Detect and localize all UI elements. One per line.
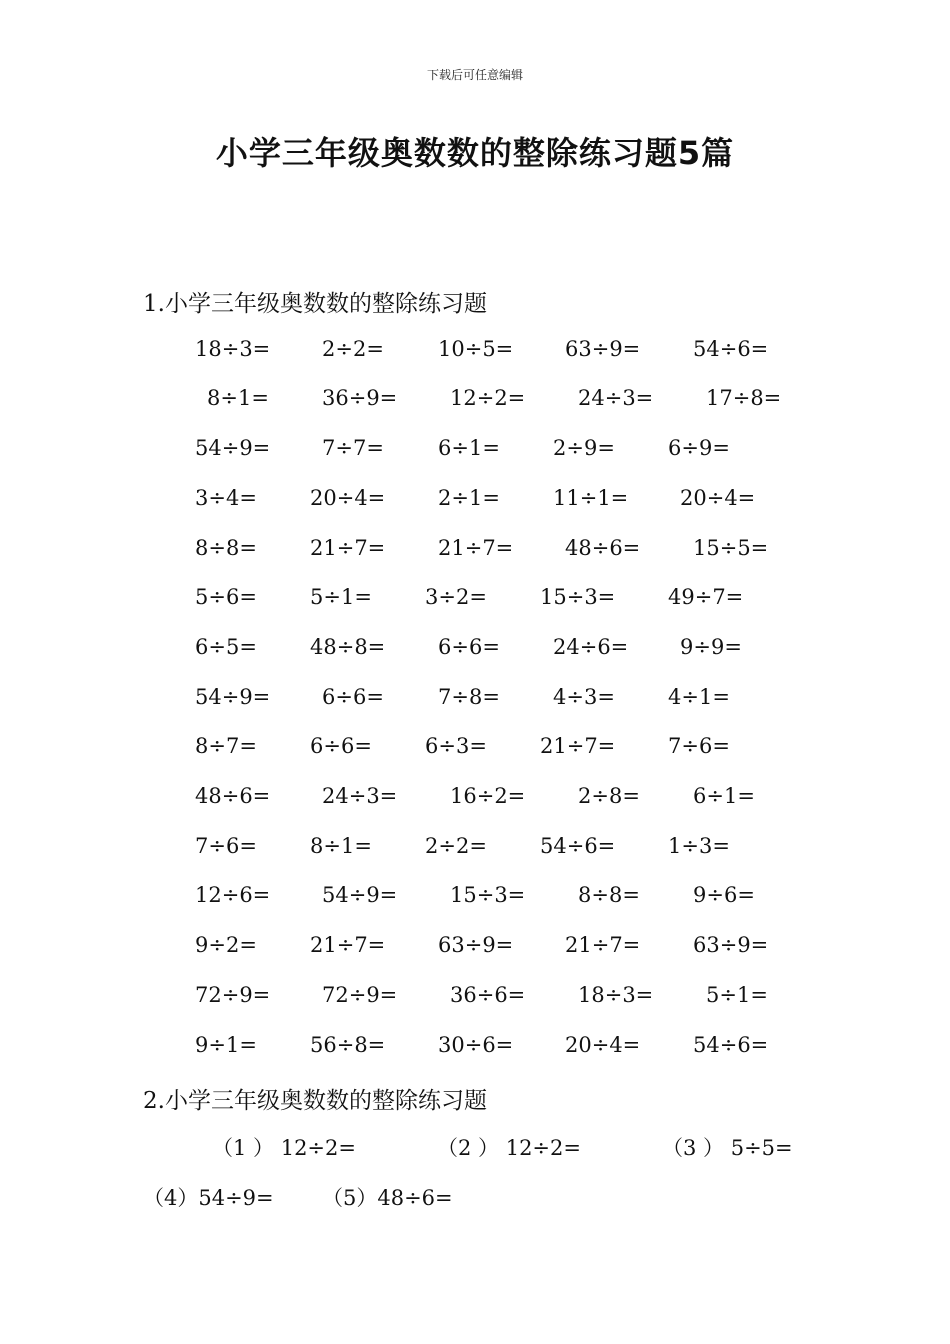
division-problem: 11÷1= <box>553 486 629 510</box>
numbered-problem: （2 ） 12÷2= <box>437 1136 581 1160</box>
division-problem: 5÷6= <box>195 585 257 609</box>
division-problem: 9÷1= <box>195 1033 257 1057</box>
division-problem: 1÷3= <box>668 834 730 858</box>
division-problem: 6÷9= <box>668 436 730 460</box>
division-problem: 20÷4= <box>680 486 756 510</box>
division-problem: 8÷1= <box>310 834 372 858</box>
division-problem: 8÷8= <box>578 883 640 907</box>
division-problem: 21÷7= <box>438 536 514 560</box>
division-problem: 20÷4= <box>565 1033 641 1057</box>
division-problem: 3÷2= <box>425 585 487 609</box>
division-problem: 4÷3= <box>553 685 615 709</box>
division-problem: 4÷1= <box>668 685 730 709</box>
section1-heading: 1.小学三年级奥数数的整除练习题 <box>143 291 487 317</box>
division-problem: 8÷1= <box>207 386 269 410</box>
division-problem: 2÷2= <box>425 834 487 858</box>
division-problem: 2÷9= <box>553 436 615 460</box>
section2-heading: 2.小学三年级奥数数的整除练习题 <box>143 1088 487 1114</box>
division-problem: 2÷2= <box>322 337 384 361</box>
division-problem: 15÷3= <box>450 883 526 907</box>
division-problem: 36÷6= <box>450 983 526 1007</box>
division-problem: 15÷5= <box>693 536 769 560</box>
division-problem: 6÷3= <box>425 734 487 758</box>
division-problem: 7÷8= <box>438 685 500 709</box>
division-problem: 17÷8= <box>706 386 782 410</box>
document-title: 小学三年级奥数数的整除练习题5篇 <box>215 134 735 172</box>
division-problem: 6÷6= <box>438 635 500 659</box>
division-problem: 72÷9= <box>322 983 398 1007</box>
division-problem: 24÷6= <box>553 635 629 659</box>
division-problem: 2÷1= <box>438 486 500 510</box>
division-problem: 54÷6= <box>693 1033 769 1057</box>
division-problem: 56÷8= <box>310 1033 386 1057</box>
division-problem: 63÷9= <box>438 933 514 957</box>
division-problem: 9÷9= <box>680 635 742 659</box>
division-problem: 21÷7= <box>310 933 386 957</box>
division-problem: 2÷8= <box>578 784 640 808</box>
numbered-problem: （4）54÷9= <box>143 1186 274 1210</box>
division-problem: 54÷9= <box>195 685 271 709</box>
division-problem: 6÷5= <box>195 635 257 659</box>
division-problem: 7÷7= <box>322 436 384 460</box>
division-problem: 16÷2= <box>450 784 526 808</box>
division-problem: 7÷6= <box>195 834 257 858</box>
header-note: 下载后可任意编辑 <box>426 68 523 82</box>
division-problem: 6÷1= <box>693 784 755 808</box>
division-problem: 63÷9= <box>693 933 769 957</box>
division-problem: 54÷9= <box>322 883 398 907</box>
division-problem: 24÷3= <box>322 784 398 808</box>
division-problem: 48÷6= <box>195 784 271 808</box>
division-problem: 5÷1= <box>706 983 768 1007</box>
numbered-problem: （1 ） 12÷2= <box>212 1136 356 1160</box>
division-problem: 18÷3= <box>195 337 271 361</box>
numbered-problem: （3 ） 5÷5= <box>662 1136 793 1160</box>
division-problem: 8÷7= <box>195 734 257 758</box>
division-problem: 54÷6= <box>693 337 769 361</box>
division-problem: 5÷1= <box>310 585 372 609</box>
division-problem: 24÷3= <box>578 386 654 410</box>
division-problem: 6÷6= <box>322 685 384 709</box>
division-problem: 30÷6= <box>438 1033 514 1057</box>
division-problem: 36÷9= <box>322 386 398 410</box>
division-problem: 18÷3= <box>578 983 654 1007</box>
division-problem: 21÷7= <box>540 734 616 758</box>
division-problem: 6÷1= <box>438 436 500 460</box>
division-problem: 54÷6= <box>540 834 616 858</box>
division-problem: 21÷7= <box>565 933 641 957</box>
division-problem: 12÷6= <box>195 883 271 907</box>
division-problem: 3÷4= <box>195 486 257 510</box>
division-problem: 12÷2= <box>450 386 526 410</box>
division-problem: 48÷6= <box>565 536 641 560</box>
division-problem: 8÷8= <box>195 536 257 560</box>
division-problem: 6÷6= <box>310 734 372 758</box>
division-problem: 21÷7= <box>310 536 386 560</box>
numbered-problem: （5）48÷6= <box>322 1186 453 1210</box>
division-problem: 54÷9= <box>195 436 271 460</box>
division-problem: 10÷5= <box>438 337 514 361</box>
division-problem: 9÷2= <box>195 933 257 957</box>
division-problem: 48÷8= <box>310 635 386 659</box>
division-problem: 7÷6= <box>668 734 730 758</box>
division-problem: 20÷4= <box>310 486 386 510</box>
division-problem: 72÷9= <box>195 983 271 1007</box>
division-problem: 15÷3= <box>540 585 616 609</box>
division-problem: 9÷6= <box>693 883 755 907</box>
division-problem: 49÷7= <box>668 585 744 609</box>
division-problem: 63÷9= <box>565 337 641 361</box>
